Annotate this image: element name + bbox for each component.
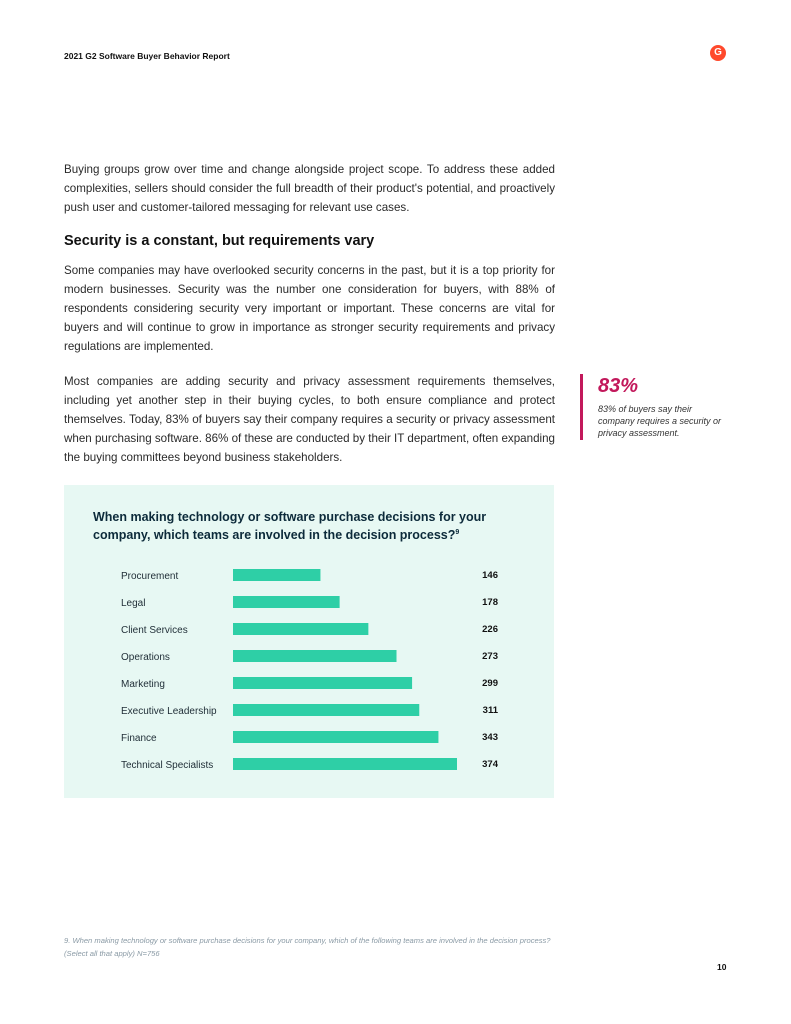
- bar-client-services: [233, 623, 368, 635]
- callout-stat: 83%: [598, 375, 639, 397]
- category-label-procurement: Procurement: [121, 571, 179, 582]
- footnote: 9. When making technology or software purchase decisions for your company, which of the following teams are involved in the decision process? (Select all that apply) N=756: [64, 936, 551, 958]
- bar-marketing: [233, 677, 412, 689]
- security-paragraph-1: Some companies may have overlooked security concerns in the past, but it is a top priority for modern businesses. Security was the number one consideration for buyers, with 88% of respondents considering security very important or important. These concerns are vital for buyers and will continue to grow in importance as stronger security requirements and privacy regulations are implemented.: [64, 264, 555, 353]
- category-label-client-services: Client Services: [121, 625, 188, 636]
- stat-callout: [580, 374, 748, 440]
- intro-paragraph: Buying groups grow over time and change alongside project scope. To address these added complexities, sellers should consider the full breadth of their product's potential, and proactively push user and customer-tailored messaging for relevant use cases.: [64, 163, 555, 214]
- category-label-finance: Finance: [121, 733, 157, 744]
- chart-title-text: When making technology or software purchase decisions for your company, which teams are involved in the decision process?: [93, 510, 487, 543]
- bar-operations: [233, 650, 397, 662]
- category-label-marketing: Marketing: [121, 679, 165, 690]
- value-label-technical-specialists: 374: [482, 759, 498, 770]
- chart-title-footnote-ref: 9: [455, 529, 460, 536]
- bar-legal: [233, 596, 340, 608]
- value-label-marketing: 299: [482, 678, 498, 689]
- category-label-operations: Operations: [121, 652, 170, 663]
- bar-procurement: [233, 569, 320, 581]
- bar-finance: [233, 731, 438, 743]
- category-label-executive-leadership: Executive Leadership: [121, 706, 217, 717]
- value-label-operations: 273: [482, 651, 498, 662]
- bar-technical-specialists: [233, 758, 457, 770]
- category-label-legal: Legal: [121, 598, 146, 609]
- value-label-executive-leadership: 311: [482, 705, 498, 716]
- chart-panel: [64, 485, 554, 798]
- g2-logo-icon: G: [710, 45, 726, 61]
- value-label-procurement: 146: [482, 570, 498, 581]
- security-paragraph-2: Most companies are adding security and privacy assessment requirements themselves, including yet another step in their buying cycles, to both ensure compliance and protect themselves. Today, 83% of buyers say their company requires a security or privacy assessment when purchasing software. 86% of these are conducted by their IT department, often expanding the buying committees beyond business stakeholders.: [64, 375, 555, 464]
- bar-executive-leadership: [233, 704, 419, 716]
- section-heading: Security is a constant, but requirements vary: [64, 233, 375, 249]
- value-label-legal: 178: [482, 597, 498, 608]
- value-label-finance: 343: [482, 732, 498, 743]
- callout-text: 83% of buyers say their company requires a security or privacy assessment.: [598, 404, 722, 438]
- bar-chart: [64, 485, 554, 798]
- page-number: 10: [717, 962, 727, 972]
- report-title: 2021 G2 Software Buyer Behavior Report: [64, 51, 230, 61]
- value-label-client-services: 226: [482, 624, 498, 635]
- category-label-technical-specialists: Technical Specialists: [121, 760, 214, 771]
